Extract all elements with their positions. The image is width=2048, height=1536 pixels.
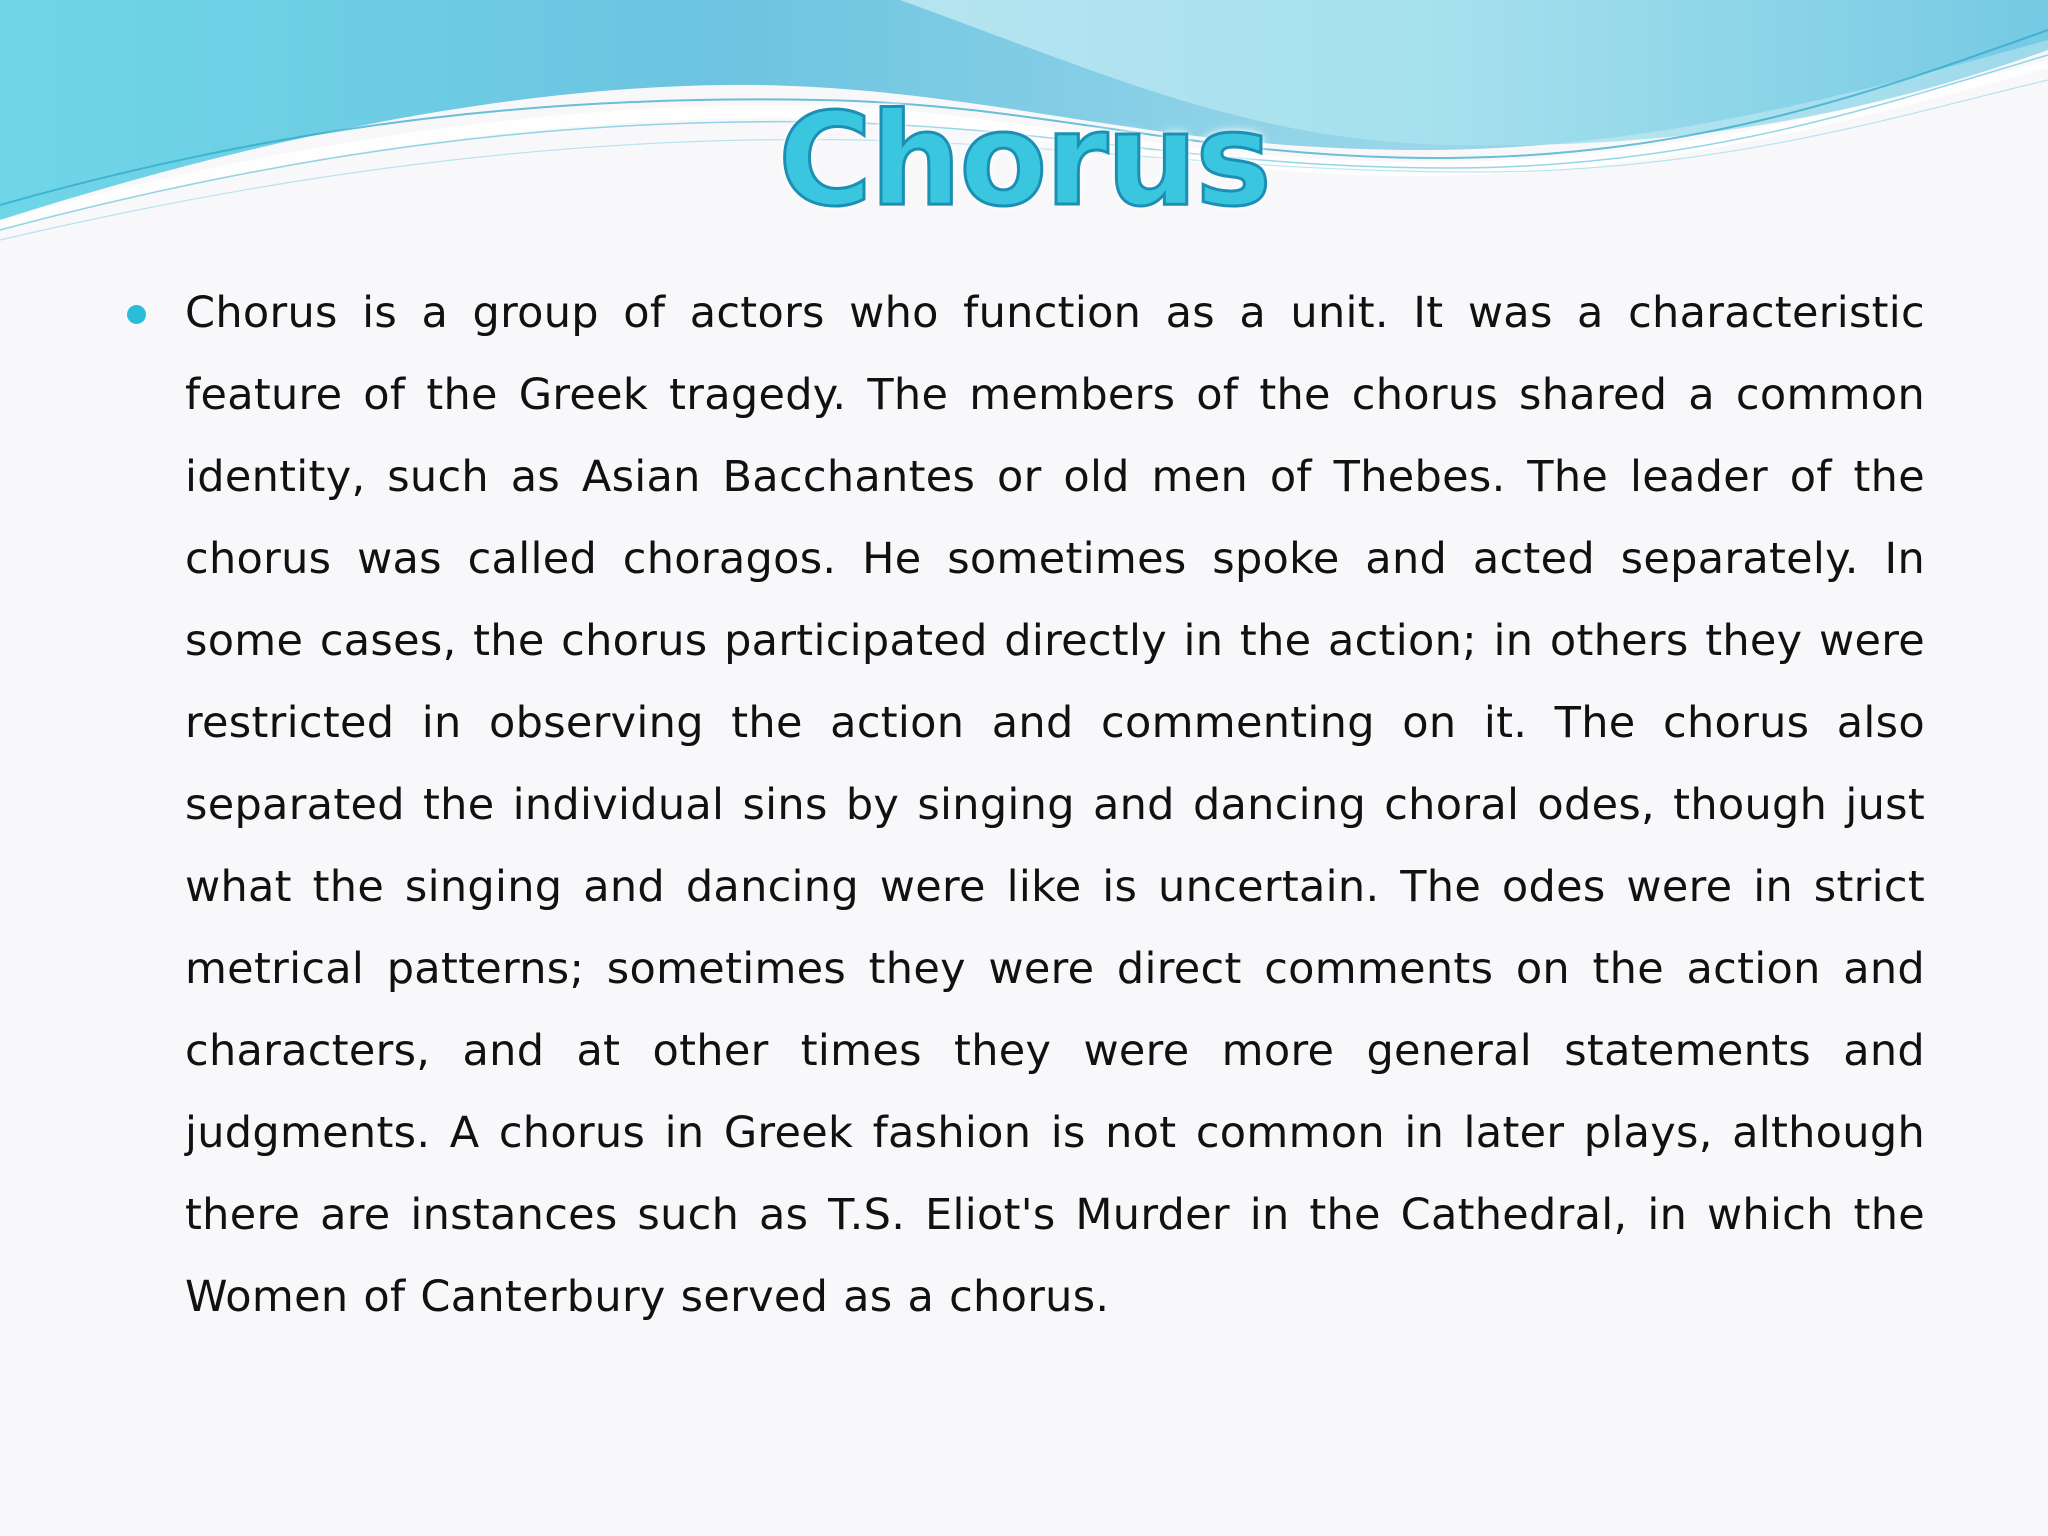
slide-title: Chorus — [778, 86, 1270, 235]
slide-body-paragraph: Chorus is a group of actors who function as a unit. It was a characteristic feature of the Greek tragedy. The members of the chorus shared a common identity, such as Asian Bacchantes or old men of Thebes. The leader of the chorus was called choragos. He sometimes spoke and acted separately. In some cases, the chorus participated directly in the action; in others they were restricted in observing the action and commenting on it. The chorus also separated the individual sins by singing and dancing choral odes, though just what the singing and dancing were like is uncertain. The odes were in strict metrical patterns; sometimes they were direct comments on the action and characters, and at other times they were more general statements and judgments. A chorus in Greek fashion is not common in later plays, although there are instances such as T.S. Eliot's Murder in the Cathedral, in which the Women of Canterbury served as a chorus. — [185, 288, 1925, 1322]
bullet-icon — [127, 305, 146, 324]
